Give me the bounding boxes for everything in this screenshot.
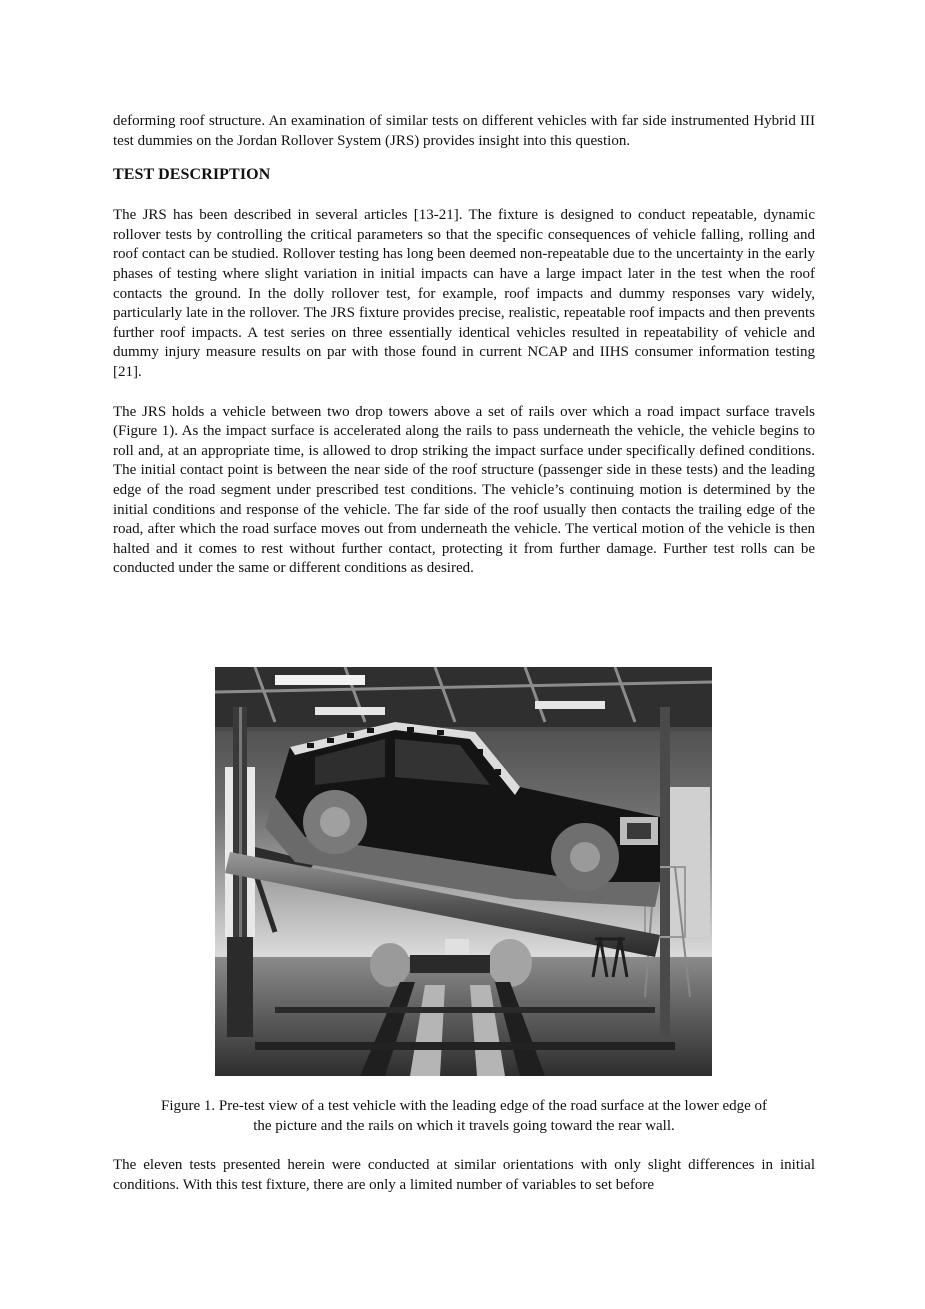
figure-1-photo (215, 667, 712, 1076)
paragraph-tests-intro: The eleven tests presented herein were conducted at similar orientations with only slight differences in initial conditions. With this test fixture, there are only a limited number of variables to set before (113, 1157, 815, 1193)
figure-caption (113, 1097, 815, 1136)
page-body (113, 112, 815, 579)
section-heading: TEST DESCRIPTION (113, 166, 271, 184)
paragraph-intro-continuation: deforming roof structure. An examination of similar tests on different vehicles with far side instrumented Hybrid III test dummies on the Jordan Rollover System (JRS) provides insight into this question. (113, 113, 815, 149)
paragraph-jrs-operation: The JRS holds a vehicle between two drop towers above a set of rails over which a road impact surface travels (Figure 1). As the impact surface is accelerated along the rails to pass underneath the vehicle, the vehicle begins to roll and, at an appropriate time, is allowed to drop striking the impact surface under specifically defined conditions. The initial contact point is between the near side of the roof structure (passenger side in these tests) and the leading edge of the road segment under prescribed test conditions. The vehicle’s continuing motion is determined by the initial conditions and response of the vehicle. The far side of the roof usually then contacts the trailing edge of the road, after which the road surface moves out from underneath the vehicle. The vertical motion of the vehicle is then halted and it comes to rest without further contact, protecting it from further damage. Further test rolls can be conducted under the same or different conditions as desired. (113, 403, 815, 577)
paragraph-jrs-overview: The JRS has been described in several articles [13-21]. The fixture is designed to conduct repeatable, dynamic rollover tests by controlling the critical parameters so that the specific consequences of vehicle falling, rolling and roof contact can be studied. Rollover testing has long been deemed non-repeatable due to the uncertainty in the early phases of testing where slight variation in initial impacts can have a large impact later in the test when the roof contacts the ground. In the dolly rollover test, for example, roof impacts and dummy responses vary widely, particularly late in the rollover. The JRS fixture provides precise, realistic, repeatable roof impacts and then prevents further roof impacts. A test series on three essentially identical vehicles resulted in repeatability of vehicle and dummy injury measure results on par with those found in current NCAP and IIHS consumer information testing [21]. (113, 207, 815, 380)
figure-caption-line-1: Figure 1. Pre-test view of a test vehicle with the leading edge of the road surface at the lower edge of (160, 1098, 768, 1114)
figure-caption-line-2: the picture and the rails on which it travels going toward the rear wall. (253, 1117, 675, 1134)
rollover-fixture-illustration (215, 667, 712, 1076)
